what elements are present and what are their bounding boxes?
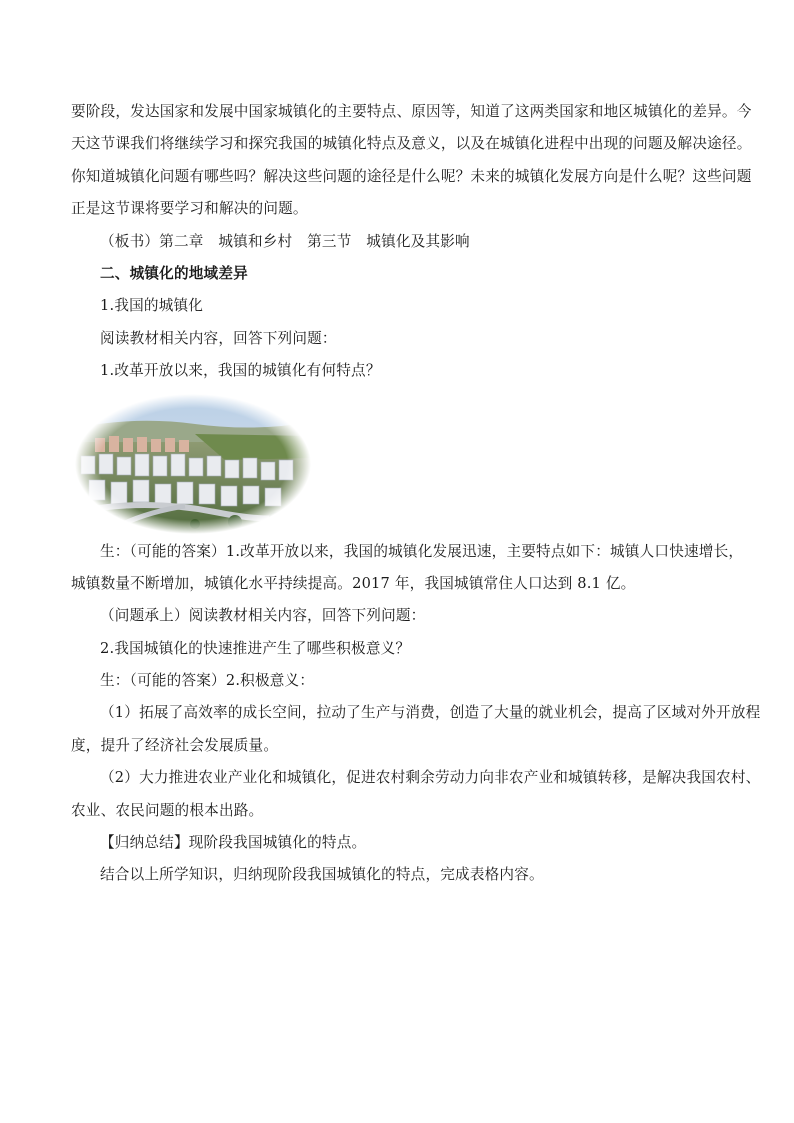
section-heading: 二、城镇化的地域差异: [100, 264, 248, 282]
question-1: 1.改革开放以来，我国的城镇化有何特点？: [100, 362, 381, 380]
reading-instruction-2: （问题承上）阅读教材相关内容，回答下列问题：: [100, 607, 426, 625]
paragraph-line: 你知道城镇化问题有哪些吗？解决这些问题的途径是什么呢？未来的城镇化发展方向是什么呢？这些问题: [71, 167, 752, 185]
paragraph-line: 要阶段，发达国家和发展中国家城镇化的主要特点、原因等，知道了这两类国家和地区城镇化的差异。今: [71, 103, 752, 120]
answer-1-continued: 城镇数量不断增加，城镇化水平持续提高。2017 年，我国城镇常住人口达到 8.1 亿。: [71, 574, 636, 592]
document-page: [71, 96, 761, 892]
point-2-continued: 农业、农民问题的根本出路。: [71, 801, 264, 819]
reading-instruction: 阅读教材相关内容，回答下列问题：: [100, 329, 337, 347]
answer-2: 生：（可能的答案）2.积极意义：: [100, 672, 315, 690]
subsection-title: 1.我国的城镇化: [100, 297, 204, 315]
question-2: 2.我国城镇化的快速推进产生了哪些积极意义？: [100, 639, 411, 657]
point-1: （1）拓展了高效率的成长空间，拉动了生产与消费，创造了大量的就业机会，提高了区域对外开放程: [100, 704, 761, 722]
task-instruction: 结合以上所学知识，归纳现阶段我国城镇化的特点，完成表格内容。: [100, 866, 544, 884]
point-2: （2）大力推进农业产业化和城镇化，促进农村剩余劳动力向非农产业和城镇转移，是解决我国农村、: [100, 769, 761, 787]
answer-1: 生：（可能的答案）1.改革开放以来，我国的城镇化发展迅速，主要特点如下：城镇人口快速增长，: [100, 542, 744, 560]
paragraph-line: 天这节课我们将继续学习和探究我国的城镇化特点及意义，以及在城镇化进程中出现的问题及解决途径。: [71, 135, 752, 153]
paragraph-line: 正是这节课将要学习和解决的问题。: [71, 200, 308, 218]
point-1-continued: 度，提升了经济社会发展质量。: [71, 736, 279, 754]
city-aerial-photo: [71, 388, 731, 536]
summary-heading: 【归纳总结】现阶段我国城镇化的特点。: [100, 834, 367, 852]
board-note: （板书）第二章 城镇和乡村 第三节 城镇化及其影响: [100, 232, 470, 250]
